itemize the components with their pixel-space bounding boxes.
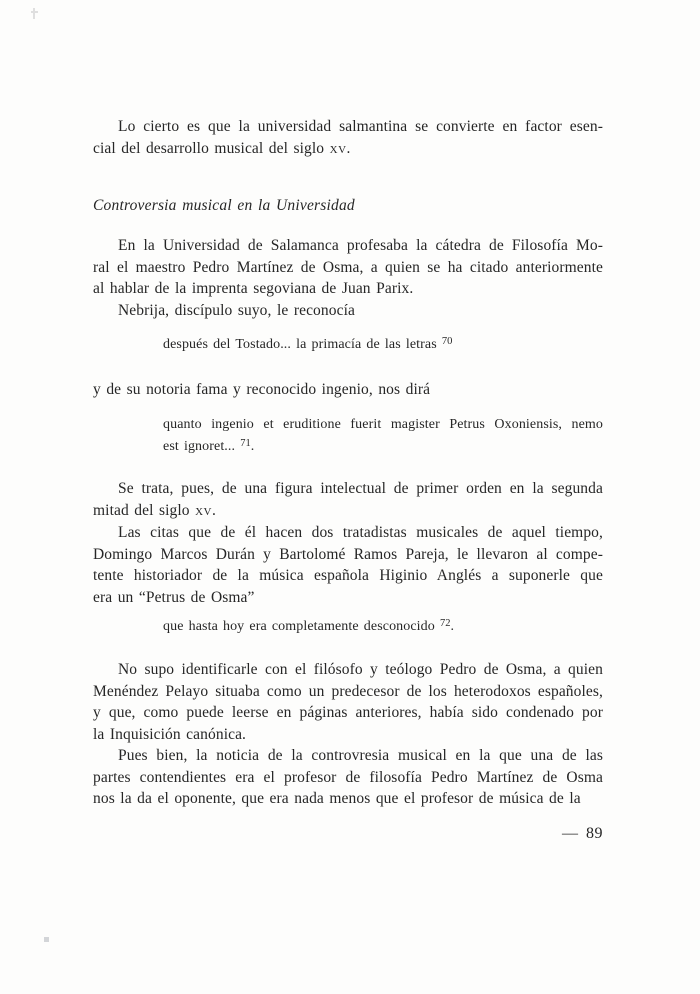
text-run: mitad del siglo [93, 501, 196, 519]
text-line [93, 767, 603, 789]
text-run: Pues bien, la noticia de la controvresia musical en la que una de las [118, 747, 603, 764]
text-line [93, 544, 603, 566]
quote-petrus-oxoniensis [163, 414, 603, 458]
text-line [163, 436, 603, 459]
text-line [93, 724, 603, 746]
text-line [93, 745, 603, 767]
text-run: que hasta hoy era completamente desconocido [163, 619, 440, 634]
text-line [93, 116, 603, 138]
text-run: . [250, 438, 255, 454]
text-run: nos la da el oponente, que era nada menos que el profesor de música de la [93, 790, 581, 807]
text-run: En la Universidad de Salamanca profesaba la cátedra de Filosofía Mo- [118, 237, 603, 254]
text-line [93, 300, 603, 322]
quote-tostado [163, 334, 603, 357]
text-run: la Inquisición canónica. [93, 725, 247, 743]
text-run: No supo identificarle con el filósofo y teólogo Pedro de Osma, a quien [118, 661, 603, 678]
text-run: y que, como puede leerse en páginas anteriores, había sido condenado por [93, 704, 603, 721]
text-line [163, 334, 603, 357]
text-run: ral el maestro Pedro Martínez de Osma, a quien se ha citado anteriormente [93, 258, 603, 276]
paragraph-pues-bien [93, 745, 603, 810]
text-run: . [346, 139, 351, 157]
text-run: partes contendientes era el profesor de filosofía Pedro Martínez de Osma [93, 768, 603, 786]
text-run: Las citas que de él hacen dos tratadistas musicales de aquel tiempo, [118, 524, 603, 541]
paragraph-osma-chair [93, 235, 603, 300]
page-number: — 89 [562, 825, 603, 842]
paragraph-nebrija [93, 300, 603, 322]
text-line [93, 702, 603, 724]
text-line [93, 565, 603, 587]
text-run: Menéndez Pelayo situaba como un predecesor de los heterodoxos españoles, [93, 682, 603, 700]
text-line [93, 379, 603, 401]
text-line [93, 138, 603, 160]
text-run: después del Tostado... la primacía de las letras [163, 337, 442, 352]
scan-speck-bottom-left [44, 937, 49, 942]
text-run: Controversia musical en la Universidad [93, 197, 355, 214]
text-run: Nebrija, discípulo suyo, le reconocía [118, 302, 355, 319]
paragraph-figura-intelectual [93, 478, 603, 521]
text-run: Lo cierto es que la universidad salmantina se convierte en factor esen- [118, 118, 603, 135]
text-run: al hablar de la imprenta segoviana de Juan Parix. [93, 280, 414, 297]
text-line [93, 195, 603, 217]
text-line [163, 616, 603, 639]
text-run: y de su notoria fama y reconocido ingenio, nos dirá [93, 381, 431, 398]
text-line [93, 788, 603, 810]
text-run: era un “Petrus de Osma” [93, 588, 255, 606]
text-run: xv [195, 501, 212, 519]
paragraph-fama [93, 379, 603, 401]
footnote-reference: 71 [240, 437, 251, 449]
text-line [93, 587, 603, 609]
text-run: . [212, 501, 216, 519]
text-line [93, 278, 603, 300]
section-heading [93, 195, 603, 217]
text-run: tente historiador de la música española Higinio Anglés a suponerle que [93, 567, 603, 584]
text-line [163, 414, 603, 436]
text-line [93, 257, 603, 279]
text-run: . [450, 619, 455, 634]
text-run: xv [329, 139, 347, 157]
quote-desconocido [163, 616, 603, 639]
text-line [93, 500, 603, 522]
paragraph-las-citas [93, 522, 603, 608]
paragraph-no-supo [93, 659, 603, 745]
text-line [93, 659, 603, 681]
text-line [93, 235, 603, 257]
text-run: Se trata, pues, de una figura intelectual de primer orden en la segunda [118, 480, 603, 497]
text-run: quanto ingenio et eruditione fuerit magister Petrus Oxoniensis, nemo [163, 417, 603, 432]
text-line [93, 681, 603, 703]
footnote-reference: 72 [439, 618, 451, 629]
text-run: Domingo Marcos Durán y Bartolomé Ramos Pareja, le llevaron al compe- [93, 545, 603, 563]
text-run: est ignoret... [163, 438, 241, 454]
intro-paragraph [93, 116, 603, 159]
text-line [93, 478, 603, 500]
text-run: cial del desarrollo musical del siglo [93, 139, 330, 157]
text-line [93, 522, 603, 544]
footnote-reference: 70 [441, 336, 453, 347]
